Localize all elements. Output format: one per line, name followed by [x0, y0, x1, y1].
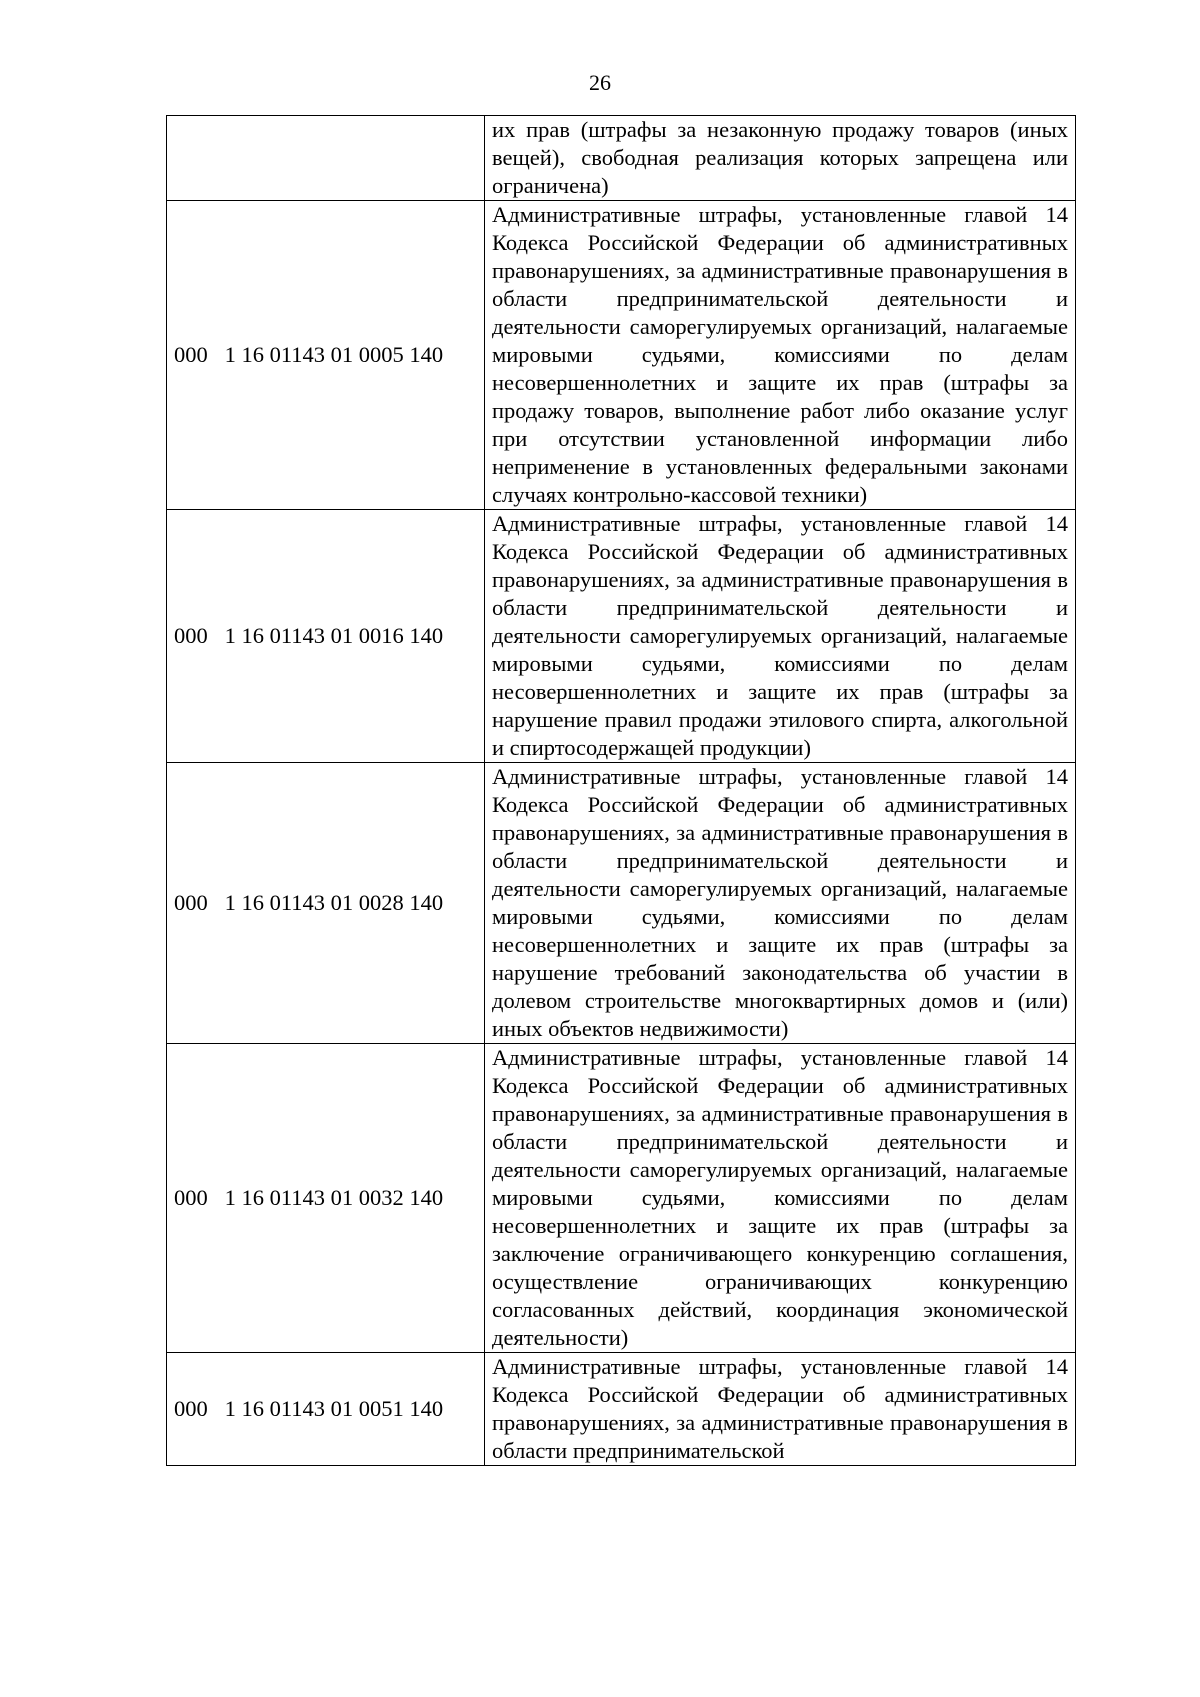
code-cell	[167, 116, 485, 201]
table-row	[167, 510, 1076, 763]
code-cell: 000 1 16 01143 01 0032 140	[167, 1044, 485, 1353]
description-cell: Административные штрафы, установленные главой 14 Кодекса Российской Федерации об административных правонарушениях, за административные правонарушения в области предпринимательской	[485, 1353, 1076, 1466]
page-number: 26	[589, 70, 611, 95]
table-row	[167, 116, 1076, 201]
description-cell: Административные штрафы, установленные главой 14 Кодекса Российской Федерации об административных правонарушениях, за административные правонарушения в области предпринимательской деятельности и деятельности саморегулируемых организаций, налагаемые мировыми судьями, комиссиями по делам несовершеннолетних и защите их прав (штрафы за заключение ограничивающего конкуренцию соглашения, осуществление ограничивающих конкуренцию согласованных действий, координация экономической деятельности)	[485, 1044, 1076, 1353]
description-cell: их прав (штрафы за незаконную продажу товаров (иных вещей), свободная реализация которых запрещена или ограничена)	[485, 116, 1076, 201]
code-cell: 000 1 16 01143 01 0051 140	[167, 1353, 485, 1466]
table-row	[167, 1353, 1076, 1466]
code-cell: 000 1 16 01143 01 0028 140	[167, 763, 485, 1044]
description-cell: Административные штрафы, установленные главой 14 Кодекса Российской Федерации об административных правонарушениях, за административные правонарушения в области предпринимательской деятельности и деятельности саморегулируемых организаций, налагаемые мировыми судьями, комиссиями по делам несовершеннолетних и защите их прав (штрафы за нарушение требований законодательства об участии в долевом строительстве многоквартирных домов и (или) иных объектов недвижимости)	[485, 763, 1076, 1044]
description-cell: Административные штрафы, установленные главой 14 Кодекса Российской Федерации об административных правонарушениях, за административные правонарушения в области предпринимательской деятельности и деятельности саморегулируемых организаций, налагаемые мировыми судьями, комиссиями по делам несовершеннолетних и защите их прав (штрафы за продажу товаров, выполнение работ либо оказание услуг при отсутствии установленной информации либо неприменение в установленных федеральными законами случаях контрольно-кассовой техники)	[485, 201, 1076, 510]
table-row	[167, 201, 1076, 510]
table-row	[167, 1044, 1076, 1353]
description-cell: Административные штрафы, установленные главой 14 Кодекса Российской Федерации об административных правонарушениях, за административные правонарушения в области предпринимательской деятельности и деятельности саморегулируемых организаций, налагаемые мировыми судьями, комиссиями по делам несовершеннолетних и защите их прав (штрафы за нарушение правил продажи этилового спирта, алкогольной и спиртосодержащей продукции)	[485, 510, 1076, 763]
code-cell: 000 1 16 01143 01 0016 140	[167, 510, 485, 763]
budget-classification-table	[166, 115, 1076, 1466]
code-cell: 000 1 16 01143 01 0005 140	[167, 201, 485, 510]
table-row	[167, 763, 1076, 1044]
